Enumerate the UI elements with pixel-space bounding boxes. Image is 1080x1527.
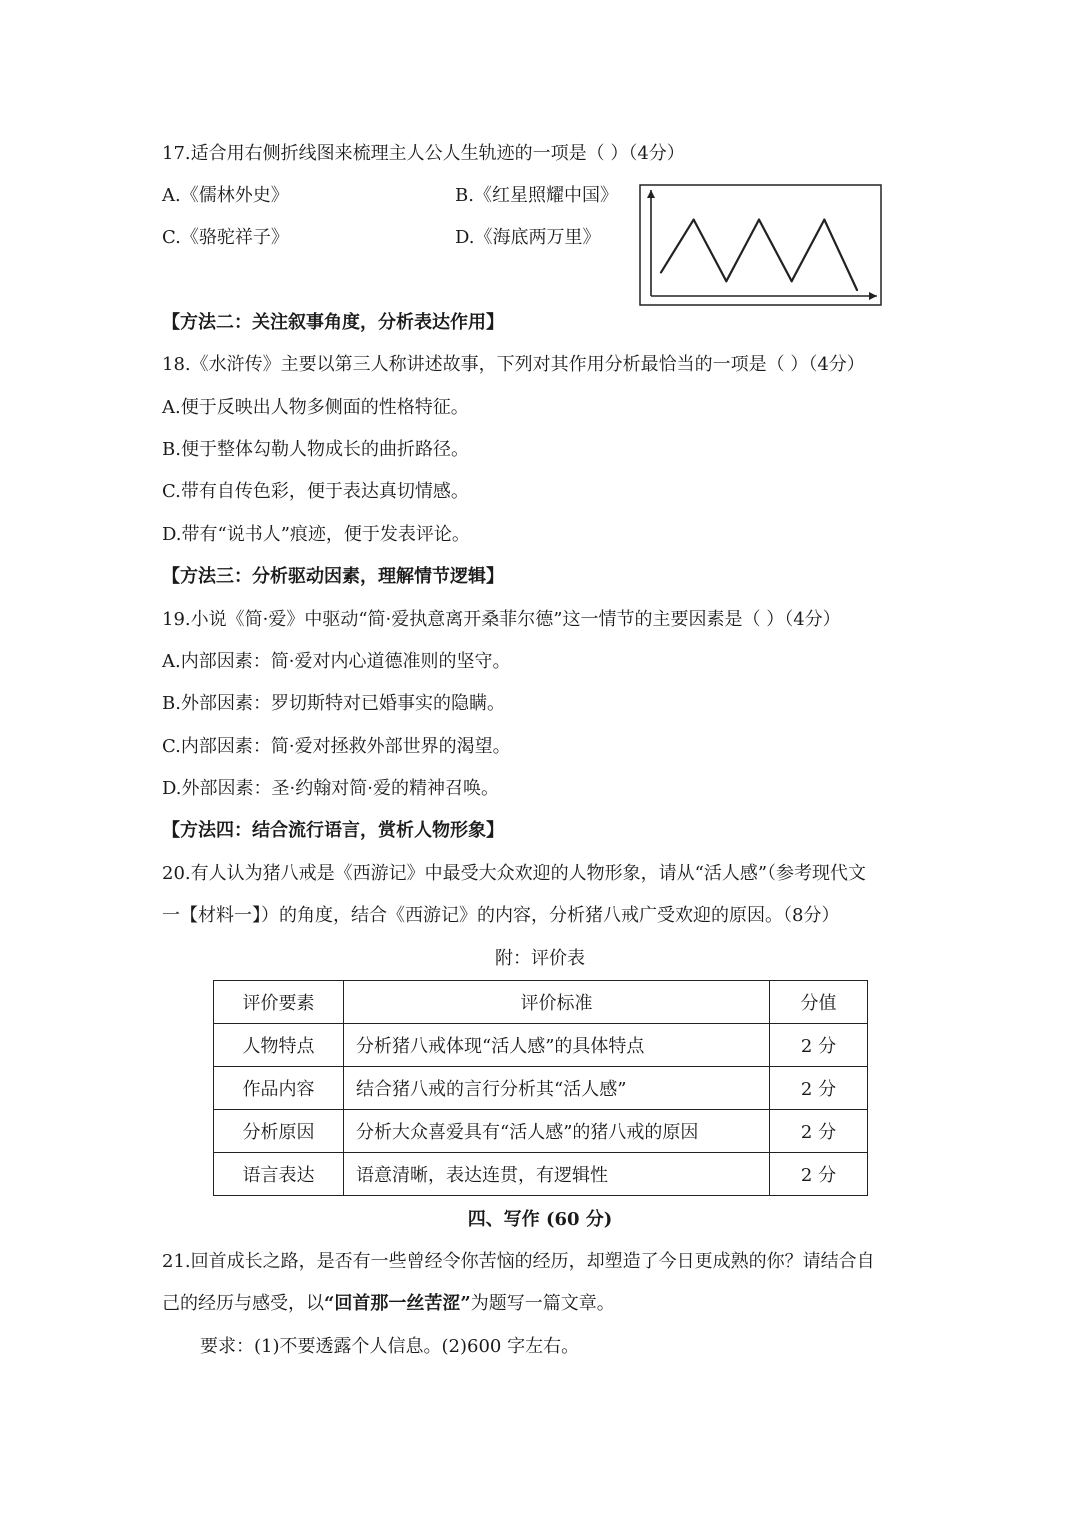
series-segment [759, 220, 792, 282]
table-cell: 分析猪八戒体现“活人感”的具体特点 [344, 1024, 770, 1067]
table-cell: 2 分 [770, 1067, 868, 1110]
q21-stem-line1: 21.回首成长之路，是否有一些曾经令你苦恼的经历，却塑造了今日更成熟的你？请结合自 [162, 1251, 875, 1272]
table-cell: 2 分 [770, 1024, 868, 1067]
series-segment [661, 220, 694, 273]
series-segment [792, 220, 825, 282]
rubric-caption: 附：评价表 [495, 948, 585, 969]
q18-stem: 18.《水浒传》主要以第三人称讲述故事，下列对其作用分析最恰当的一项是（ ）（4分） [162, 354, 865, 375]
q19-stem: 19.小说《简·爱》中驱动“简·爱执意离开桑菲尔德”这一情节的主要因素是（ ）（4分） [162, 609, 841, 630]
q17-option-d: D.《海底两万里》 [455, 227, 601, 248]
q18-option-c: C.带有自传色彩，便于表达真切情感。 [162, 481, 469, 502]
rubric-table [213, 980, 868, 1196]
q18-option-d: D.带有“说书人”痕迹，便于发表评论。 [162, 524, 470, 545]
table-cell: 人物特点 [214, 1024, 344, 1067]
y-axis-arrow [647, 190, 655, 198]
q21-requirements: 要求：(1)不要透露个人信息。(2)600 字左右。 [200, 1336, 580, 1357]
table-row [214, 1110, 868, 1153]
table-cell: 结合猪八戒的言行分析其“活人感” [344, 1067, 770, 1110]
q21-text-pre: 己的经历与感受，以 [162, 1293, 324, 1314]
chart-frame [640, 185, 881, 305]
table-cell: 分析原因 [214, 1110, 344, 1153]
table-cell: 分析大众喜爱具有“活人感”的猪八戒的原因 [344, 1110, 770, 1153]
table-row [214, 1153, 868, 1196]
chart-axes [647, 190, 877, 300]
series-segment [824, 220, 857, 290]
q17-stem: 17.适合用右侧折线图来梳理主人公人生轨迹的一项是（ ）（4分） [162, 143, 685, 164]
q18-option-b: B.便于整体勾勒人物成长的曲折路径。 [162, 439, 469, 460]
table-header-cell: 分值 [770, 981, 868, 1024]
q21-essay-title: “回首那一丝苦涩” [324, 1293, 471, 1314]
table-header-cell: 评价要素 [214, 981, 344, 1024]
section-title-writing: 四、写作 (60 分) [467, 1209, 613, 1230]
table-cell: 作品内容 [214, 1067, 344, 1110]
q20-stem-line2: 一【材料一】）的角度，结合《西游记》的内容，分析猪八戒广受欢迎的原因。（8分） [162, 905, 840, 926]
q17-option-c: C.《骆驼祥子》 [162, 227, 289, 248]
table-row [214, 1024, 868, 1067]
table-cell: 2 分 [770, 1110, 868, 1153]
table-header-row [214, 981, 868, 1024]
x-axis-arrow [869, 292, 877, 300]
q17-option-b: B.《红星照耀中国》 [455, 185, 618, 206]
q21-stem-line2 [162, 1292, 615, 1316]
table-cell: 语意清晰，表达连贯，有逻辑性 [344, 1153, 770, 1196]
q20-stem-line1: 20.有人认为猪八戒是《西游记》中最受大众欢迎的人物形象，请从“活人感”（参考现代文 [162, 863, 867, 884]
series-segment [726, 220, 759, 282]
trajectory-line-chart [639, 184, 882, 306]
q17-option-a: A.《儒林外史》 [162, 185, 289, 206]
table-row [214, 1067, 868, 1110]
table-header-cell: 评价标准 [344, 981, 770, 1024]
q19-option-d: D.外部因素：圣·约翰对简·爱的精神召唤。 [162, 778, 499, 799]
q19-option-c: C.内部因素：简·爱对拯救外部世界的渴望。 [162, 736, 511, 757]
q18-option-a: A.便于反映出人物多侧面的性格特征。 [162, 397, 469, 418]
table-cell: 语言表达 [214, 1153, 344, 1196]
q21-text-post: 为题写一篇文章。 [470, 1293, 615, 1314]
method-four-heading: 【方法四：结合流行语言，赏析人物形象】 [162, 820, 504, 841]
table-cell: 2 分 [770, 1153, 868, 1196]
q19-option-b: B.外部因素：罗切斯特对已婚事实的隐瞒。 [162, 693, 505, 714]
series-segment [694, 220, 727, 282]
method-three-heading: 【方法三：分析驱动因素，理解情节逻辑】 [162, 566, 504, 587]
chart-series [661, 220, 857, 290]
q19-option-a: A.内部因素：简·爱对内心道德准则的坚守。 [162, 651, 511, 672]
method-two-heading: 【方法二：关注叙事角度，分析表达作用】 [162, 312, 504, 333]
